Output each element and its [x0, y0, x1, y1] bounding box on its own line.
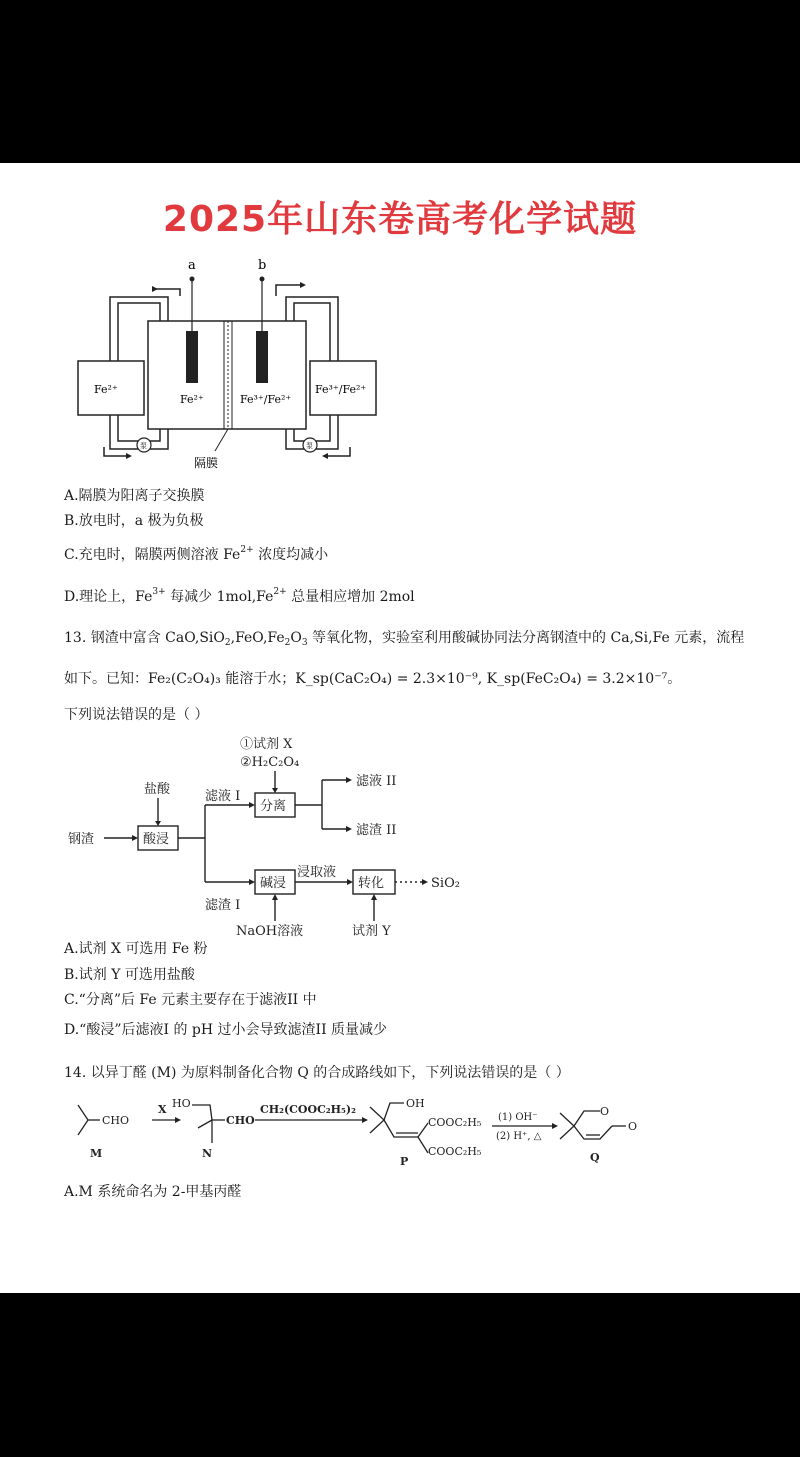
q12-option-c — [64, 544, 328, 564]
text: 13. 钢渣中富含 CaO,SiO — [64, 630, 225, 646]
p-ester1: COOC₂H₅ — [428, 1116, 482, 1129]
flow-step-convert: 转化 — [358, 876, 385, 891]
document-page — [0, 163, 800, 1293]
right-tank-label: Fe³⁺/Fe²⁺ — [315, 383, 367, 396]
q13-option-c: C.“分离”后 Fe 元素主要存在于滤液II 中 — [64, 992, 317, 1008]
subscript: 2 — [224, 638, 231, 648]
electrode-b-label: b — [258, 258, 267, 273]
right-cell-label: Fe³⁺/Fe²⁺ — [240, 393, 292, 406]
flow-battery-diagram — [60, 251, 380, 476]
flow-step-acid-leach: 酸浸 — [143, 832, 170, 847]
synthesis-route-diagram — [60, 1093, 660, 1173]
electrode-a-label: a — [188, 258, 196, 273]
left-tank-label: Fe²⁺ — [94, 383, 118, 396]
flow-reagent-h2c2o4: ②H₂C₂O₄ — [240, 755, 300, 770]
q12-option-a: A.隔膜为阳离子交换膜 — [64, 488, 205, 504]
superscript: 2+ — [273, 587, 287, 597]
pump-left-label: 泵 — [140, 442, 147, 450]
p-ester2: COOC₂H₅ — [428, 1145, 482, 1158]
text: 等氧化物，实验室利用酸碱协同法分离钢渣中的 Ca,Si,Fe 元素，流程 — [307, 630, 745, 646]
pump-right-label: 泵 — [306, 442, 313, 450]
flow-residue1: 滤渣 I — [205, 898, 241, 913]
q13-stem-line1 — [64, 627, 744, 648]
page-title: 2025年山东卷高考化学试题 — [162, 199, 638, 240]
flow-product: SiO₂ — [431, 876, 460, 891]
text: 总量相应增加 2mol — [286, 589, 415, 605]
flow-naoh: NaOH溶液 — [236, 924, 304, 938]
q14-option-a: A.M 系统命名为 2-甲基丙醛 — [64, 1184, 242, 1200]
process-flow-diagram — [60, 723, 480, 938]
reagent-oh: (1) OH⁻ — [498, 1112, 538, 1123]
text: 每减少 1mol,Fe — [165, 589, 274, 605]
text: O — [290, 630, 302, 646]
q-carbonyl-o: O — [628, 1120, 638, 1133]
left-cell-label: Fe²⁺ — [180, 393, 204, 406]
m-cho: CHO — [102, 1114, 130, 1127]
q-ring-o: O — [600, 1105, 610, 1118]
p-oh: OH — [406, 1097, 425, 1110]
electrode-a — [186, 331, 198, 383]
reagent-malonate: CH₂(COOC₂H₅)₂ — [260, 1103, 356, 1116]
q13-stem-line3: 下列说法错误的是（ ） — [64, 707, 209, 723]
flow-filtrate2: 滤液 II — [356, 774, 397, 789]
q12-option-b — [64, 510, 204, 530]
label-n: N — [202, 1147, 213, 1160]
flow-reagent-x: ①试剂 X — [240, 737, 293, 752]
flow-residue2: 滤渣 II — [356, 823, 397, 838]
q13-option-d: D.“酸浸”后滤液I 的 pH 过小会导致滤渣II 质量减少 — [64, 1022, 388, 1038]
n-ho: HO — [172, 1097, 191, 1110]
q14-stem: 14. 以异丁醛 (M) 为原料制备化合物 Q 的合成路线如下，下列说法错误的是（ ） — [64, 1065, 570, 1081]
q12-option-d — [64, 586, 415, 606]
flow-acid: 盐酸 — [144, 782, 171, 797]
text: ,FeO,Fe — [230, 630, 285, 646]
text: B.放电时， — [64, 513, 135, 529]
flow-step-separate: 分离 — [260, 799, 287, 814]
q13-option-b: B.试剂 Y 可选用盐酸 — [64, 967, 195, 983]
subscript: 2 — [284, 638, 291, 648]
flow-leachate: 浸取液 — [297, 865, 337, 880]
subscript: 3 — [301, 638, 308, 648]
flow-input: 钢渣 — [68, 832, 95, 847]
text: C.充电时，隔膜两侧溶液 Fe — [64, 547, 241, 563]
flow-filtrate1: 滤液 I — [205, 789, 241, 804]
electrode-b — [256, 331, 268, 383]
reagent-x: X — [158, 1103, 167, 1116]
flow-reagent-y: 试剂 Y — [352, 924, 391, 938]
superscript: 2+ — [240, 545, 254, 555]
text: 极为负极 — [143, 513, 204, 529]
n-cho: CHO — [226, 1114, 255, 1127]
flow-step-alkali-leach: 碱浸 — [260, 876, 287, 891]
superscript: 3+ — [152, 587, 166, 597]
q13-option-a: A.试剂 X 可选用 Fe 粉 — [64, 941, 208, 957]
text: D.理论上，Fe — [64, 589, 153, 605]
text: 浓度均减小 — [253, 547, 329, 563]
membrane-label: 隔膜 — [194, 456, 219, 470]
label-p: P — [400, 1155, 409, 1168]
text: a — [134, 513, 144, 529]
label-m: M — [90, 1147, 103, 1160]
reagent-h-heat: (2) H⁺, △ — [496, 1131, 542, 1142]
q13-stem-line2: 如下。已知：Fe₂(C₂O₄)₃ 能溶于水；K_sp(CaC₂O₄) = 2.3×10⁻⁹, K_sp(FeC₂O₄) = 3.2×10⁻⁷。 — [64, 671, 682, 687]
label-q: Q — [590, 1151, 600, 1164]
